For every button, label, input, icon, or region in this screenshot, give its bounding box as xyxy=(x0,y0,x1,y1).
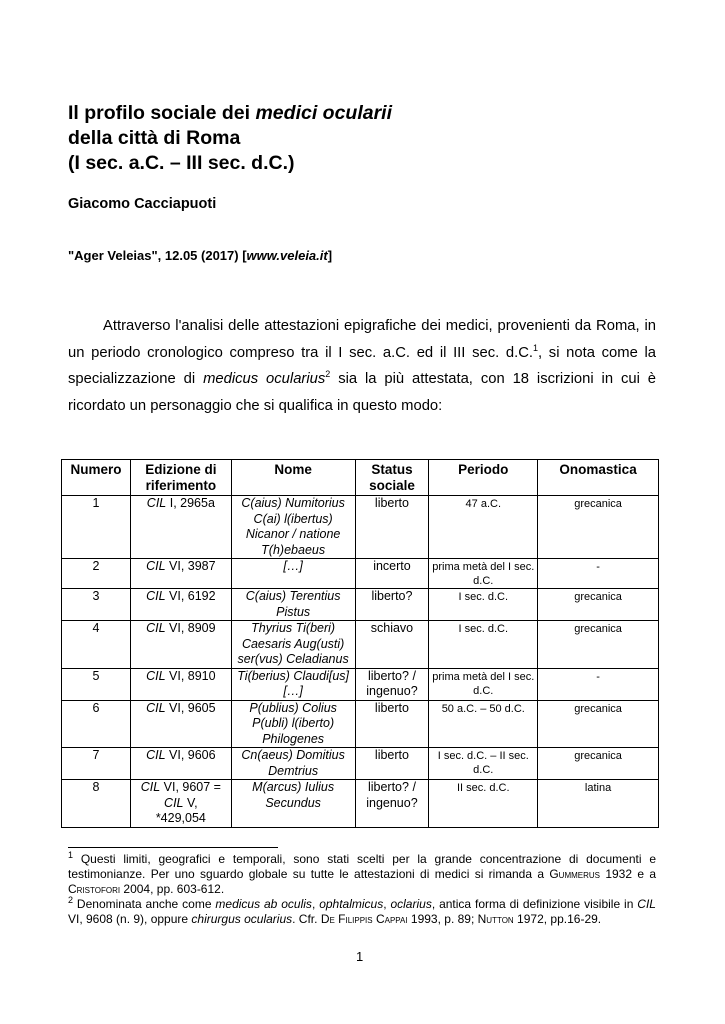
footnotes xyxy=(68,852,656,927)
cell-edizione: CIL VI, 9607 = CIL V, *429,054 xyxy=(130,780,231,828)
cell-edizione: CIL VI, 6192 xyxy=(130,589,231,621)
cell-periodo: I sec. d.C. xyxy=(429,589,538,621)
cell-numero: 4 xyxy=(62,621,131,669)
col-header-numero: Numero xyxy=(62,460,131,496)
table-row xyxy=(62,748,659,780)
table-row xyxy=(62,559,659,589)
cell-edizione: CIL VI, 9605 xyxy=(130,700,231,748)
author-name: Giacomo Cacciapuoti xyxy=(68,196,217,212)
title-line-2: della città di Roma xyxy=(68,127,241,149)
journal-citation: "Ager Veleias", 12.05 (2017) [www.veleia.it] xyxy=(68,248,333,263)
cell-onomastica: grecanica xyxy=(538,700,659,748)
cell-onomastica: - xyxy=(538,559,659,589)
cell-status: liberto? / ingenuo? xyxy=(355,780,429,828)
cell-onomastica: grecanica xyxy=(538,496,659,559)
cell-numero: 7 xyxy=(62,748,131,780)
cell-onomastica: grecanica xyxy=(538,589,659,621)
table-row xyxy=(62,621,659,669)
cell-edizione: CIL VI, 8910 xyxy=(130,668,231,700)
cell-nome: C(aius) Numitorius C(ai) l(ibertus) Nicanor / natione T(h)ebaeus xyxy=(231,496,355,559)
journal-link[interactable]: www.veleia.it xyxy=(246,248,328,263)
cell-nome: Thyrius Ti(beri) Caesaris Aug(usti) ser(vus) Celadianus xyxy=(231,621,355,669)
cell-nome: Cn(aeus) Domitius Demtrius xyxy=(231,748,355,780)
cell-edizione: CIL VI, 9606 xyxy=(130,748,231,780)
cell-nome: M(arcus) Iulius Secundus xyxy=(231,780,355,828)
cell-nome: C(aius) Terentius Pistus xyxy=(231,589,355,621)
col-header-status: Status sociale xyxy=(355,460,429,496)
cell-onomastica: latina xyxy=(538,780,659,828)
cell-edizione: CIL VI, 3987 xyxy=(130,559,231,589)
cell-periodo: I sec. d.C. xyxy=(429,621,538,669)
table-row xyxy=(62,668,659,700)
footnote-1: $^1$ Questi limiti, geografici e temporali, sono stati scelti per la grande concentrazione di documenti e testimonianze. Per uno sguardo globale su tutte le attestazioni di medici si rimanda a Gummerus 1932 e a Cristofori 2004, pp. 603-612. xyxy=(68,850,657,896)
cell-status: liberto xyxy=(355,496,429,559)
cell-edizione: CIL I, 2965a xyxy=(130,496,231,559)
cell-nome: Ti(berius) Claudi[us] […] xyxy=(231,668,355,700)
cell-periodo: prima metà del I sec. d.C. xyxy=(429,668,538,700)
cell-edizione: CIL VI, 8909 xyxy=(130,621,231,669)
col-header-nome: Nome xyxy=(231,460,355,496)
cell-numero: 8 xyxy=(62,780,131,828)
cell-periodo: prima metà del I sec. d.C. xyxy=(429,559,538,589)
cell-periodo: 50 a.C. – 50 d.C. xyxy=(429,700,538,748)
cell-status: liberto? xyxy=(355,589,429,621)
footnote-2: $^2$ Denominata anche come medicus ab oculis, ophtalmicus, oclarius, antica forma di definizione visibile in CIL VI, 9608 (n. 9), oppure chirurgus ocularius. Cfr. De Filippis Cappai 1993, p. 89; Nutton 1972, pp.16-29. xyxy=(68,895,656,926)
abstract-paragraph: Attraverso l'analisi delle attestazioni epigrafiche dei medici, provenienti da Roma, in un periodo cronologico compreso tra il I sec. a.C. ed il III sec. d.C.$^1$, si nota come la specializzazione di medicus ocularius$^2$ sia la più attestata, con 18 iscrizioni in cui è ricordato un personaggio che si qualifica in questo modo: xyxy=(68,318,656,414)
col-header-onomastica: Onomastica xyxy=(538,460,659,496)
cell-numero: 5 xyxy=(62,668,131,700)
title-line-3: (I sec. a.C. – III sec. d.C.) xyxy=(68,152,295,174)
col-header-edizione: Edizione di riferimento xyxy=(130,460,231,496)
table-row xyxy=(62,589,659,621)
cell-nome: […] xyxy=(231,559,355,589)
cell-status: schiavo xyxy=(355,621,429,669)
table-row xyxy=(62,700,659,748)
cell-numero: 6 xyxy=(62,700,131,748)
paper-title xyxy=(68,101,392,176)
footnote-ref-1[interactable]: 1 xyxy=(533,342,539,353)
cell-periodo: I sec. d.C. – II sec. d.C. xyxy=(429,748,538,780)
cell-status: liberto? / ingenuo? xyxy=(355,668,429,700)
footnote-divider xyxy=(68,847,278,848)
table-header-row xyxy=(62,460,659,496)
cell-numero: 1 xyxy=(62,496,131,559)
table-row xyxy=(62,780,659,828)
cell-onomastica: grecanica xyxy=(538,621,659,669)
cell-onomastica: grecanica xyxy=(538,748,659,780)
cell-numero: 3 xyxy=(62,589,131,621)
cell-status: liberto xyxy=(355,748,429,780)
title-line-1: Il profilo sociale dei medici ocularii xyxy=(68,102,393,124)
table-row xyxy=(62,496,659,559)
col-header-periodo: Periodo xyxy=(429,460,538,496)
cell-numero: 2 xyxy=(62,559,131,589)
cell-periodo: 47 a.C. xyxy=(429,496,538,559)
cell-periodo: II sec. d.C. xyxy=(429,780,538,828)
inscriptions-table xyxy=(61,459,659,828)
cell-status: liberto xyxy=(355,700,429,748)
page-number: 1 xyxy=(356,949,364,964)
cell-nome: P(ublius) Colius P(ubli) l(iberto) Philogenes xyxy=(231,700,355,748)
cell-status: incerto xyxy=(355,559,429,589)
footnote-ref-2[interactable]: 2 xyxy=(325,369,331,380)
cell-onomastica: - xyxy=(538,668,659,700)
